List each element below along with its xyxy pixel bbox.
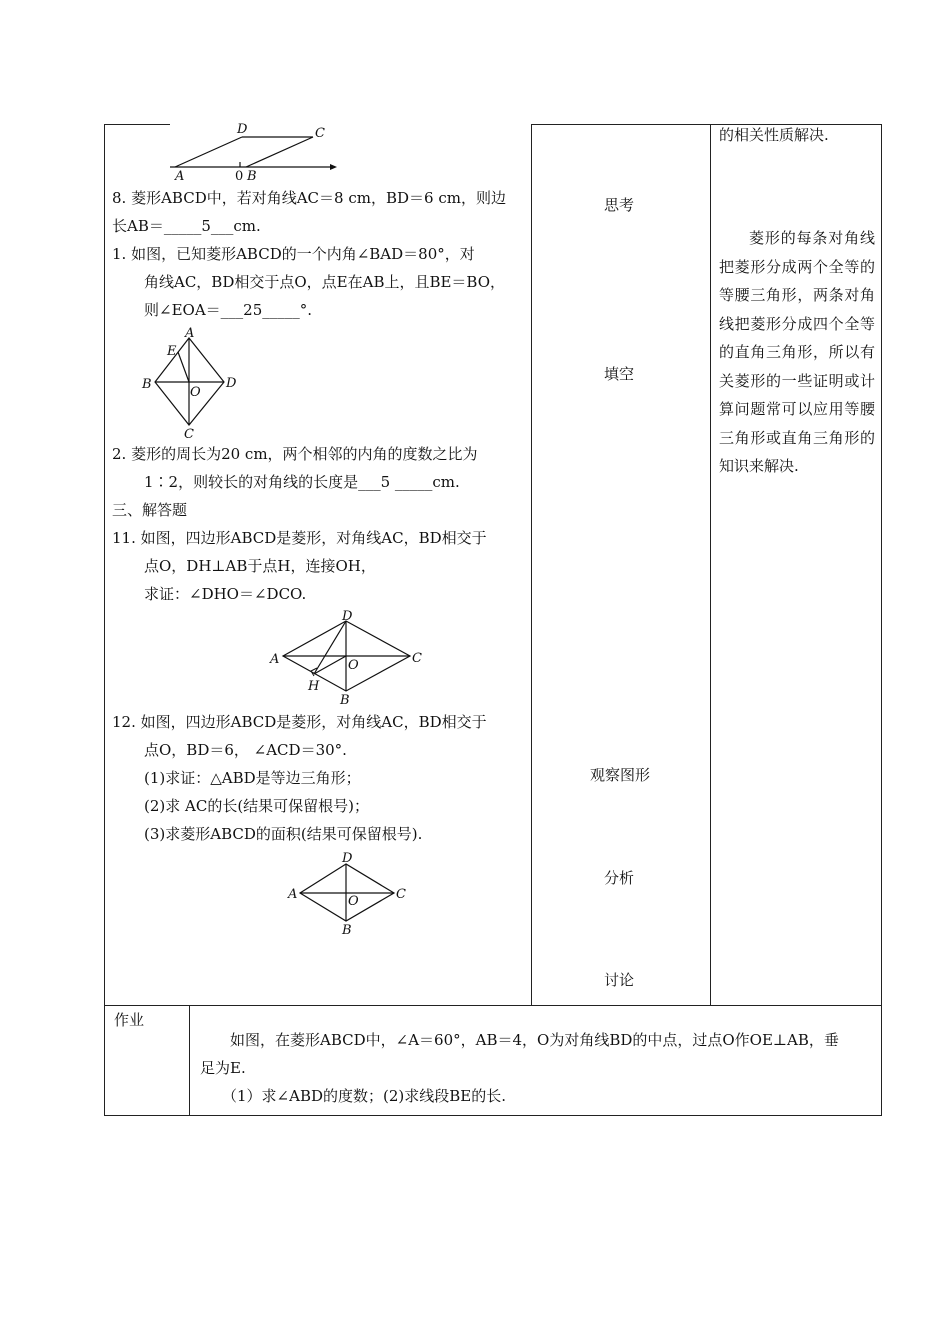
fig3-label-O: O	[348, 658, 359, 673]
q12-line2: 点O，BD＝6， ∠ACD＝30°.	[144, 741, 347, 759]
fig1-label-O: 0	[235, 169, 244, 182]
section3-heading: 三、解答题	[112, 501, 188, 519]
middle-observe: 观察图形	[590, 766, 651, 784]
q1-line2: 角线AC，BD相交于点O，点E在AB上，且BE＝BO，	[144, 273, 506, 291]
fig2-label-A: A	[185, 326, 195, 341]
q12-line4: (2)求 AC的长(结果可保留根号)；	[144, 797, 370, 815]
table-row-divider	[104, 1005, 882, 1006]
fig2-label-D: D	[226, 376, 237, 391]
q8-line2: 长AB＝_____5___cm.	[112, 217, 261, 235]
fig4-label-D: D	[342, 851, 353, 866]
table-right-border	[881, 124, 882, 1116]
homework-label: 作业	[114, 1011, 145, 1029]
fig3-label-B: B	[340, 693, 350, 708]
q1-line3: 则∠EOA＝___25_____°.	[144, 301, 313, 319]
figure-rhombus-e	[138, 326, 248, 441]
q12-line1: 12. 如图，四边形ABCD是菱形，对角线AC，BD相交于	[112, 713, 487, 731]
fig3-label-H: H	[308, 679, 320, 694]
q2-line2: 1∶2，则较长的对角线的长度是___5 _____cm.	[144, 473, 460, 491]
fig2-label-O: O	[190, 385, 201, 400]
table-col-divider-1	[531, 124, 532, 1005]
table-top-right	[531, 124, 882, 125]
q8-line1: 8. 菱形ABCD中，若对角线AC＝8 cm，BD＝6 cm，则边	[112, 189, 506, 207]
fig4-label-A: A	[288, 887, 298, 902]
middle-think: 思考	[604, 196, 635, 214]
right-top-text: 的相关性质解决.	[719, 126, 829, 144]
fig1-label-A: A	[175, 169, 185, 182]
right-paragraph: 菱形的每条对角线把菱形分成两个全等的等腰三角形，两条对角线把菱形分成四个全等的直角三角形，所以有关菱形的一些证明或计算问题常可以应用等腰三角形或直角三角形的知识来解决.	[719, 229, 875, 475]
table-top-left	[104, 124, 170, 125]
fig1-label-D: D	[237, 122, 248, 137]
middle-fill: 填空	[604, 365, 635, 383]
fig2-label-E: E	[167, 344, 177, 359]
fig3-label-A: A	[270, 652, 280, 667]
q1-line1: 1. 如图，已知菱形ABCD的一个内角∠BAD＝80°，对	[112, 245, 475, 263]
fig1-label-B: B	[247, 169, 257, 182]
homework-line1: 如图，在菱形ABCD中，∠A＝60°，AB＝4，O为对角线BD的中点，过点O作OE⊥AB，垂	[230, 1031, 839, 1049]
fig1-label-C: C	[315, 126, 325, 141]
table-left-border	[104, 124, 105, 1116]
q11-line1: 11. 如图，四边形ABCD是菱形，对角线AC，BD相交于	[112, 529, 487, 547]
fig2-label-B: B	[142, 377, 152, 392]
q11-line2: 点O，DH⊥AB于点H，连接OH，	[144, 557, 376, 575]
homework-col-divider	[189, 1005, 190, 1116]
table-col-divider-2	[710, 124, 711, 1005]
fig4-label-B: B	[342, 923, 352, 936]
fig3-label-C: C	[412, 651, 422, 666]
middle-discuss: 讨论	[604, 971, 635, 989]
q12-line3: (1)求证：△ABD是等边三角形；	[144, 769, 361, 787]
fig4-label-O: O	[348, 894, 359, 909]
fig2-label-C: C	[184, 427, 194, 441]
q2-line1: 2. 菱形的周长为20 cm，两个相邻的内角的度数之比为	[112, 445, 478, 463]
q12-line5: (3)求菱形ABCD的面积(结果可保留根号).	[144, 825, 423, 843]
middle-analyze: 分析	[604, 869, 635, 887]
fig4-label-C: C	[396, 887, 406, 902]
figure-parallelogram-numberline	[165, 120, 340, 182]
homework-line3: （1）求∠ABD的度数；(2)求线段BE的长.	[222, 1087, 506, 1105]
figure-rhombus-h	[264, 608, 434, 708]
q11-line3: 求证：∠DHO＝∠DCO.	[144, 585, 307, 603]
figure-rhombus-simple	[284, 848, 414, 936]
fig3-label-D: D	[342, 609, 353, 624]
table-bottom-border	[104, 1115, 882, 1116]
homework-line2: 足为E.	[200, 1059, 246, 1077]
